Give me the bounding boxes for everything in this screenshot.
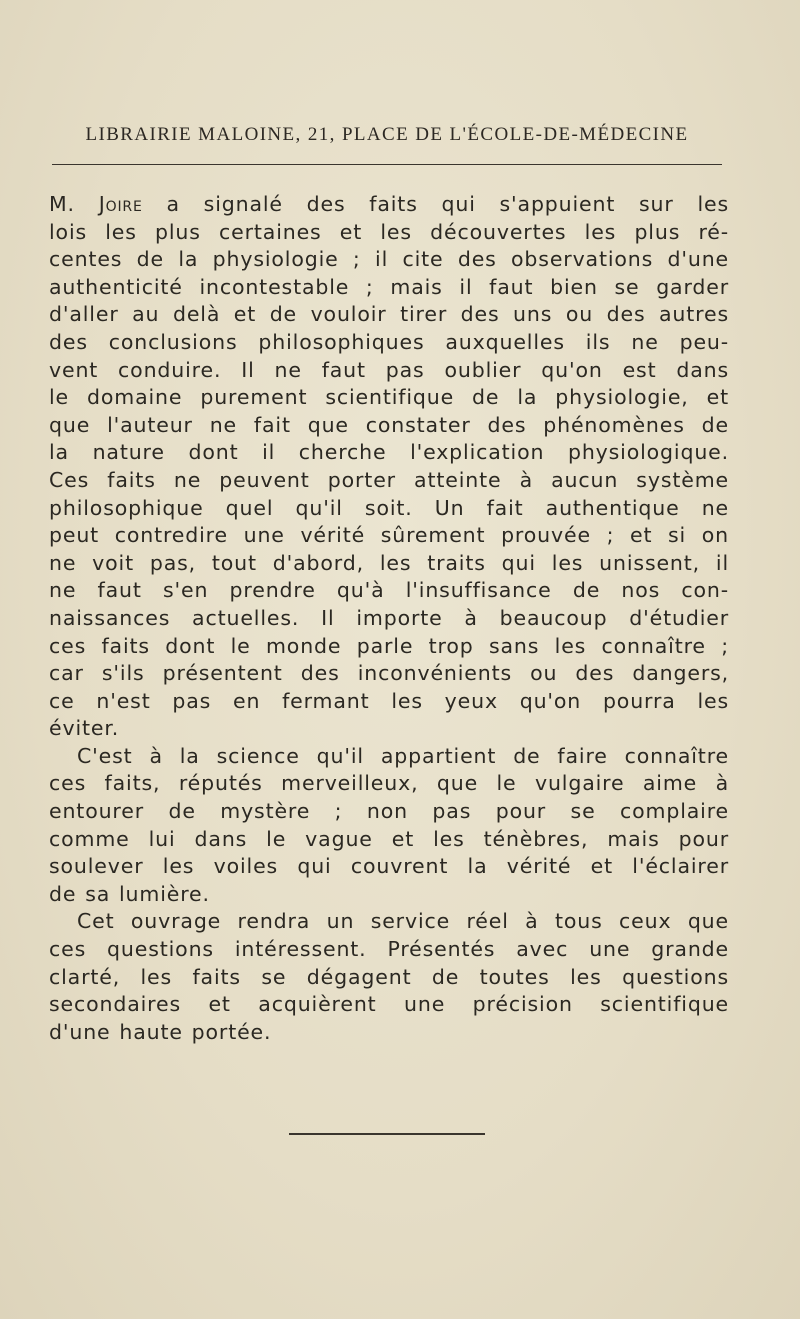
text-line: d'une haute portée. [49,1019,272,1044]
text-line [49,191,729,219]
text-line: ce n'est pas en fermant les yeux qu'on pourra les [49,688,729,713]
text-line: vent conduire. Il ne faut pas oublier qu'on est dans [49,357,729,382]
text-line: ne voit pas, tout d'abord, les traits qui les unissent, il [49,550,729,575]
text-line: que l'auteur ne fait que constater des phénomènes de [49,412,729,437]
end-rule [289,1133,485,1135]
text-line: éviter. [49,716,120,741]
text-line: philosophique quel qu'il soit. Un fait authentique ne [49,495,729,520]
text-line: C'est à la science qu'il appartient de faire connaître [77,743,729,768]
text-line: centes de la physiologie ; il cite des observations d'une [49,247,729,272]
text-line: clarté, les faits se dégagent de toutes les questions [49,964,729,989]
text-line: de sa lumière. [49,881,210,906]
text-line: car s'ils présentent des inconvénients ou des dangers, [49,661,729,686]
body-text [49,191,729,1046]
running-head: LIBRAIRIE MALOINE, 21, PLACE DE L'ÉCOLE-DE-MÉDECINE [85,124,689,145]
text-line: naissances actuelles. Il importe à beaucoup d'étudier [49,605,729,630]
text-line: peut contredire une vérité sûrement prouvée ; et si on [49,523,729,548]
text-line: ces faits, réputés merveilleux, que le vulgaire aime à [49,771,729,796]
text-line: ces questions intéressent. Présentés avec une grande [49,937,729,962]
text-line: comme lui dans le vague et les ténèbres, mais pour [49,826,729,851]
author-name: Joire [98,192,143,216]
text-line: d'aller au delà et de vouloir tirer des uns ou des autres [49,302,729,327]
text-line: ne faut s'en prendre qu'à l'insuffisance de nos con- [49,578,729,603]
text-line: Cet ouvrage rendra un service réel à tous ceux que [77,909,729,934]
text-line-rest: a signalé des faits qui s'appuient sur les [142,192,729,216]
text-line: soulever les voiles qui couvrent la vérité et l'éclairer [49,854,729,879]
text-line-start: M. [49,192,99,216]
text-line: Ces faits ne peuvent porter atteinte à aucun système [49,467,729,492]
header-rule [52,164,722,165]
text-line: ces faits dont le monde parle trop sans les connaître ; [49,633,729,658]
text-line: lois les plus certaines et les découvertes les plus ré- [49,219,729,244]
text-line: le domaine purement scientifique de la physiologie, et [49,385,729,410]
text-line: la nature dont il cherche l'explication physiologique. [49,440,729,465]
text-line: des conclusions philosophiques auxquelles ils ne peu- [49,329,729,354]
text-line: authenticité incontestable ; mais il faut bien se garder [49,274,729,299]
text-line: secondaires et acquièrent une précision scientifique [49,992,729,1017]
text-line: entourer de mystère ; non pas pour se complaire [49,799,729,824]
